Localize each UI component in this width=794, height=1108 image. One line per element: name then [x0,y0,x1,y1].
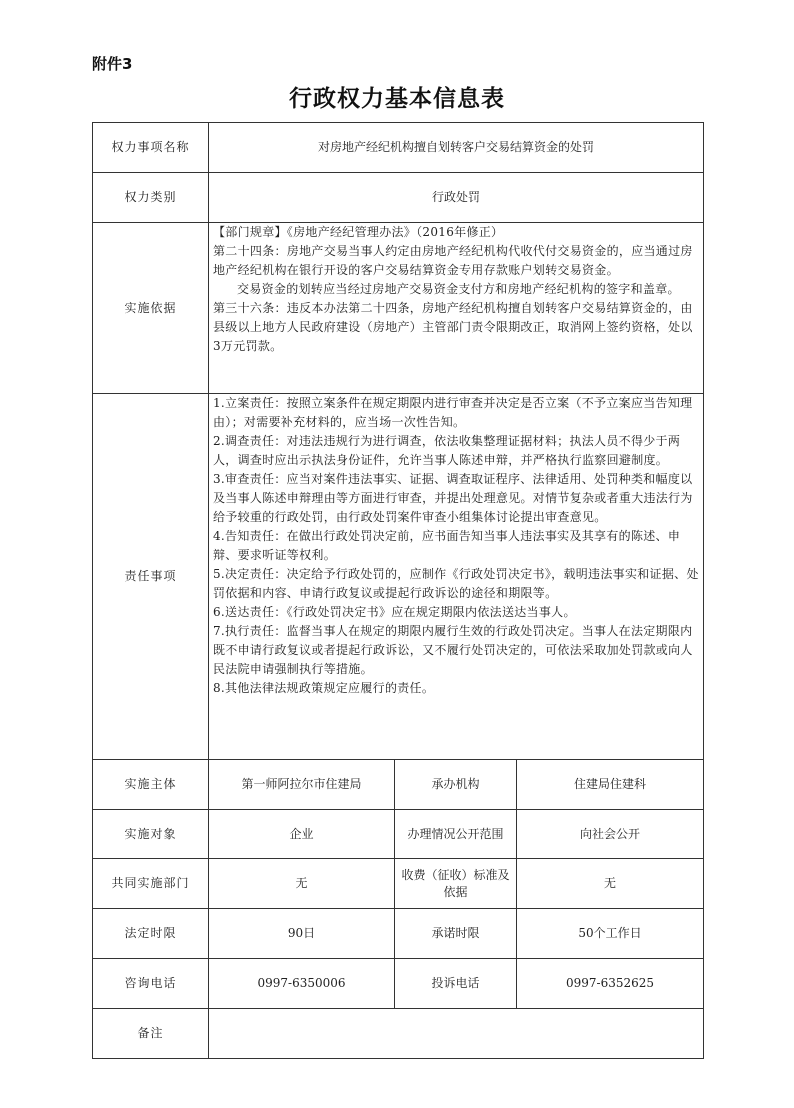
responsibility-item: 3.审查责任：应当对案件违法事实、证据、调查取证程序、法律适用、处罚种类和幅度以及当事人陈述申辩理由等方面进行审查，并提出处理意见。对情节复杂或者重大违法行为给予较重的行政处罚，由行政处罚案件审查小组集体讨论提出审查意见。 [213,472,693,524]
consult-phone-value: 0997-6350006 [209,959,395,1009]
basis-paragraph: 第二十四条：房地产交易当事人约定由房地产经纪机构代收代付交易资金的，应当通过房地产经纪机构在银行开设的客户交易结算资金专用存款账户划转交易资金。 [213,244,693,277]
row-time-limit [93,909,704,959]
power-name-label: 权力事项名称 [93,123,209,173]
basis-paragraph: 【部门规章】《房地产经纪管理办法》（2016年修正） [213,225,504,239]
handling-agency-label: 承办机构 [395,760,517,810]
page-title: 行政权力基本信息表 [289,85,505,112]
row-remarks [93,1009,704,1059]
row-basis [93,223,704,394]
basis-text [209,223,704,394]
responsibility-item: 4.告知责任：在做出行政处罚决定前，应书面告知当事人违法事实及其享有的陈述、申辩、要求听证等权利。 [213,529,681,562]
row-subject [93,760,704,810]
responsibility-item: 1.立案责任：按照立案条件在规定期限内进行审查并决定是否立案（不予立案应当告知理由）；对需要补充材料的，应当场一次性告知。 [213,396,693,429]
legal-time-limit-value: 90日 [209,909,395,959]
target-value: 企业 [209,810,395,859]
row-target [93,810,704,859]
joint-dept-value: 无 [209,859,395,909]
target-label: 实施对象 [93,810,209,859]
legal-time-limit-label: 法定时限 [93,909,209,959]
handling-agency-value: 住建局住建科 [517,760,704,810]
row-joint [93,859,704,909]
responsibility-label: 责任事项 [93,394,209,760]
complaint-phone-value: 0997-6352625 [517,959,704,1009]
basis-label: 实施依据 [93,223,209,394]
remarks-label: 备注 [93,1009,209,1059]
promised-time-limit-value: 50个工作日 [517,909,704,959]
info-table [92,122,704,1059]
power-name-value: 对房地产经纪机构擅自划转客户交易结算资金的处罚 [209,123,704,173]
row-power-category [93,173,704,223]
power-category-value: 行政处罚 [209,173,704,223]
subject-value: 第一师阿拉尔市住建局 [209,760,395,810]
row-phone [93,959,704,1009]
attachment-label: 附件3 [92,55,133,73]
power-category-label: 权力类别 [93,173,209,223]
disclosure-scope-value: 向社会公开 [517,810,704,859]
responsibility-item: 7.执行责任：监督当事人在规定的期限内履行生效的行政处罚决定。当事人在法定期限内既不申请行政复议或者提起行政诉讼，又不履行处罚决定的，可依法采取加处罚款或向人民法院申请强制执行等措施。 [213,624,693,676]
fee-standard-value: 无 [517,859,704,909]
basis-paragraph: 第三十六条：违反本办法第二十四条，房地产经纪机构擅自划转客户交易结算资金的，由县级以上地方人民政府建设（房地产）主管部门责令限期改正，取消网上签约资格，处以3万元罚款。 [213,301,693,353]
row-responsibility [93,394,704,760]
responsibility-item: 8.其他法律法规政策规定应履行的责任。 [213,681,435,695]
responsibility-text [209,394,704,760]
fee-standard-label: 收费（征收）标准及依据 [395,859,517,909]
row-power-name [93,123,704,173]
promised-time-limit-label: 承诺时限 [395,909,517,959]
remarks-value [209,1009,704,1059]
subject-label: 实施主体 [93,760,209,810]
basis-paragraph: 交易资金的划转应当经过房地产交易资金支付方和房地产经纪机构的签字和盖章。 [237,282,680,296]
complaint-phone-label: 投诉电话 [395,959,517,1009]
joint-dept-label: 共同实施部门 [93,859,209,909]
consult-phone-label: 咨询电话 [93,959,209,1009]
disclosure-scope-label: 办理情况公开范围 [395,810,517,859]
responsibility-item: 2.调查责任：对违法违规行为进行调查，依法收集整理证据材料；执法人员不得少于两人，调查时应出示执法身份证件，允许当事人陈述申辩，并严格执行监察回避制度。 [213,434,681,467]
responsibility-item: 5.决定责任：决定给予行政处罚的，应制作《行政处罚决定书》，载明违法事实和证据、处罚依据和内容、申请行政复议或提起行政诉讼的途径和期限等。 [213,567,699,600]
responsibility-item: 6.送达责任：《行政处罚决定书》应在规定期限内依法送达当事人。 [213,605,576,619]
